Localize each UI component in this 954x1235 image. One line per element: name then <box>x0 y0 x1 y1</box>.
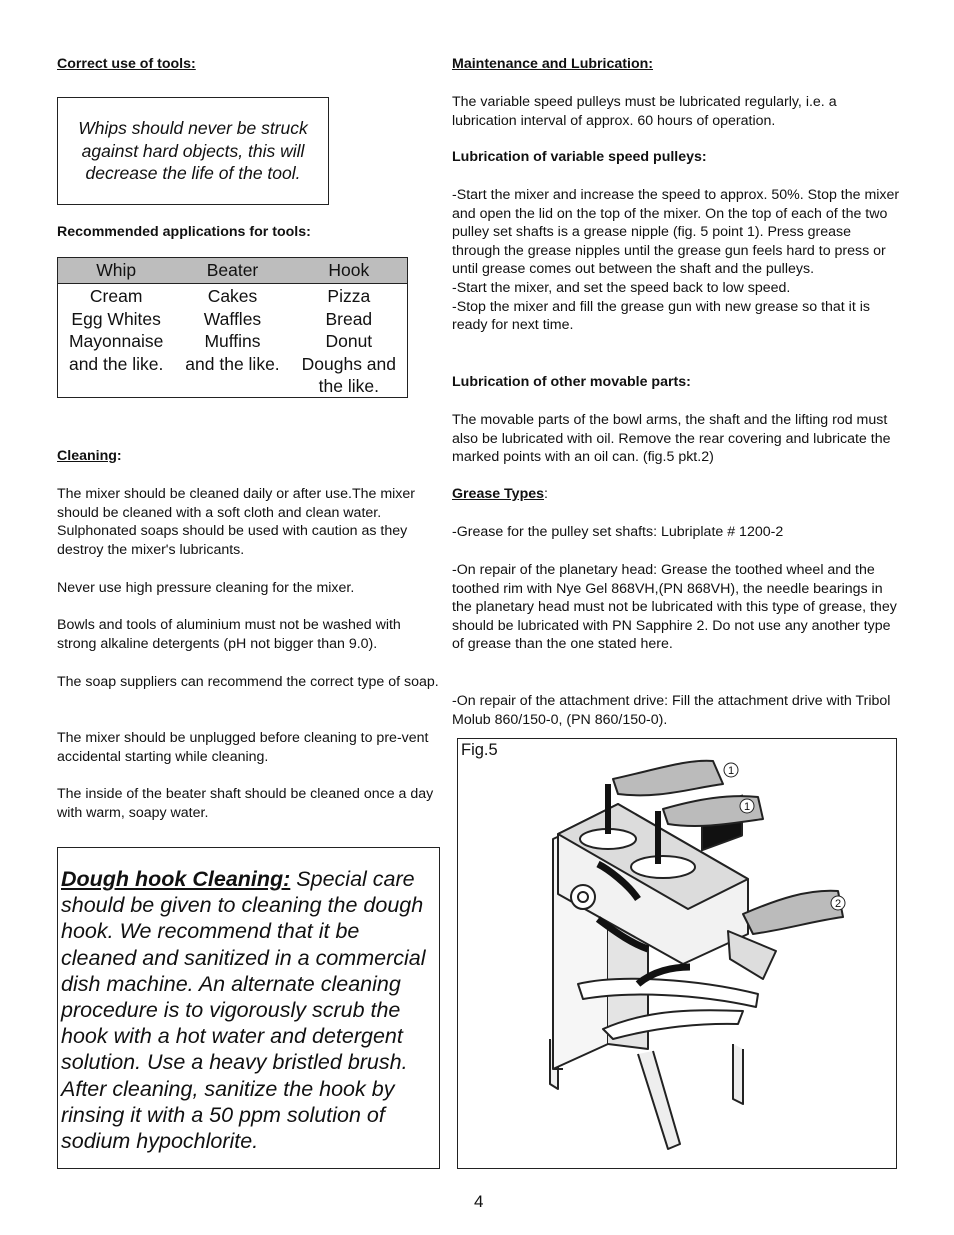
header-hook: Hook <box>328 260 370 280</box>
hook-column <box>291 285 407 398</box>
cleaning-paragraph: The soap suppliers can recommend the correct type of soap. <box>57 674 439 690</box>
mixer-leg <box>733 1044 743 1104</box>
cleaning-paragraph: The mixer should be cleaned daily or after use.The mixer should be cleaned with a soft cloth and clean water. Sulphonated soaps should be used with caution as they destroy the mixer's lubricants. <box>57 486 416 558</box>
hand-arm <box>743 891 843 934</box>
beater-column <box>174 285 290 398</box>
cleaning-paragraph: Never use high pressure cleaning for the mixer. <box>57 580 355 596</box>
pulleys-line: -Start the mixer, and set the speed back to low speed. <box>452 279 791 296</box>
table-cell: Pizza <box>327 286 371 306</box>
table-cell: Waffles <box>203 308 262 329</box>
oil-can <box>728 931 776 979</box>
table-cell: Doughs and <box>301 353 397 374</box>
cleaning-paragraph: Bowls and tools of aluminium must not be washed with strong alkaline detergents (pH not bigger than 9.0). <box>57 617 401 652</box>
pulleys-instructions <box>452 186 900 335</box>
cleaning-heading <box>57 448 122 464</box>
hand-arm <box>613 761 723 796</box>
figure-label: Fig.5 <box>461 741 498 759</box>
whip-warning-text: Whips should never be struck against hard objects, this will decrease the life of the tool. <box>78 118 308 184</box>
table-cell: Mayonnaise <box>68 331 164 352</box>
grease-paragraph: -On repair of the attachment drive: Fill the attachment drive with Tribol Molub 860/150-0, (PN 860/150-0). <box>452 693 891 728</box>
pulleys-heading: Lubrication of variable speed pulleys: <box>452 149 707 165</box>
header-whip: Whip <box>96 260 137 280</box>
tools-table-body <box>58 284 407 398</box>
table-cell: Cream <box>89 286 143 306</box>
mixer-leg <box>638 1051 680 1149</box>
header-beater: Beater <box>206 260 259 280</box>
table-cell: Muffins <box>204 331 261 352</box>
movable-heading: Lubrication of other movable parts: <box>452 374 691 390</box>
table-cell: Cakes <box>207 286 258 306</box>
whip-column <box>58 285 174 398</box>
pulleys-line: -Stop the mixer and fill the grease gun with new grease so that it is ready for next time. <box>452 298 870 334</box>
tools-heading: Correct use of tools: <box>57 56 196 72</box>
dough-hook-body: Special care should be given to cleaning the dough hook. We recommend that it be cleaned and sanitized in a commercial dish machine. An alternate cleaning procedure is to vigorously scrub the hook with a hot water and detergent solution. Use a heavy bristled brush. After cleaning, sanitize the hook by rinsing it with a 50 ppm solution of sodium hypochlorite. <box>61 867 426 1154</box>
table-cell: and the like. <box>68 353 164 374</box>
grease-heading-text: Grease Types <box>452 486 545 502</box>
table-cell: and the like. <box>185 353 280 374</box>
cleaning-heading-text: Cleaning <box>57 448 117 464</box>
tools-table-header <box>58 258 407 284</box>
table-cell: Egg Whites <box>71 308 161 329</box>
callout-number: 1 <box>743 801 751 813</box>
grease-heading <box>452 486 548 502</box>
cleaning-paragraph: The inside of the beater shaft should be cleaned once a day with warm, soapy water. <box>57 786 434 821</box>
table-cell: Bread <box>325 308 373 329</box>
callout-number: 2 <box>834 898 842 910</box>
grease-paragraph: -On repair of the planetary head: Grease the toothed wheel and the toothed rim with Nye Gel 868VH,(PN 868VH), the needle bearings in the planetary head must not be lubricated with this type of grease, they should be lubricated with PN Sapphire 2. Do not use any another type of grease than the one stated here. <box>452 562 897 653</box>
applications-heading: Recommended applications for tools: <box>57 224 311 240</box>
pulley <box>631 856 695 878</box>
maintenance-intro: The variable speed pulleys must be lubricated regularly, i.e. a lubrication interval of approx. 60 hours of operation. <box>452 94 837 129</box>
cleaning-heading-colon: : <box>116 448 122 464</box>
figure-5-box <box>457 738 897 1169</box>
table-cell: the like. <box>318 376 379 397</box>
page-number: 4 <box>474 1192 484 1211</box>
dough-hook-cleaning-box <box>57 847 440 1169</box>
mixer-lubrication-illustration <box>458 739 895 1167</box>
whip-warning-box <box>57 97 329 205</box>
speed-knob <box>571 885 595 909</box>
dough-hook-lead: Dough hook Cleaning: <box>61 867 291 891</box>
cleaning-paragraph: The mixer should be unplugged before cleaning to pre-vent accidental starting while cleaning. <box>57 730 429 765</box>
table-cell: Donut <box>325 331 373 352</box>
grease-heading-colon: : <box>544 486 548 502</box>
movable-text: The movable parts of the bowl arms, the shaft and the lifting rod must also be lubricated with oil. Remove the rear covering and lubricate the marked points with an oil can. (fig.5 pkt.2) <box>452 412 891 466</box>
tools-table <box>57 257 408 398</box>
pulleys-line: -Start the mixer and increase the speed to approx. 50%. Stop the mixer and open the lid on the top of the mixer. On the top of each of the two pulley set shafts is a grease nipple (fig. 5 point 1). Press grease through the grease nipples until the grease gun feels hard to press or until grease comes out between the shaft and the pulleys. <box>452 187 900 278</box>
callout-number: 1 <box>727 765 735 777</box>
maintenance-heading: Maintenance and Lubrication: <box>452 56 654 72</box>
grease-paragraph: -Grease for the pulley set shafts: Lubriplate # 1200-2 <box>452 524 784 540</box>
